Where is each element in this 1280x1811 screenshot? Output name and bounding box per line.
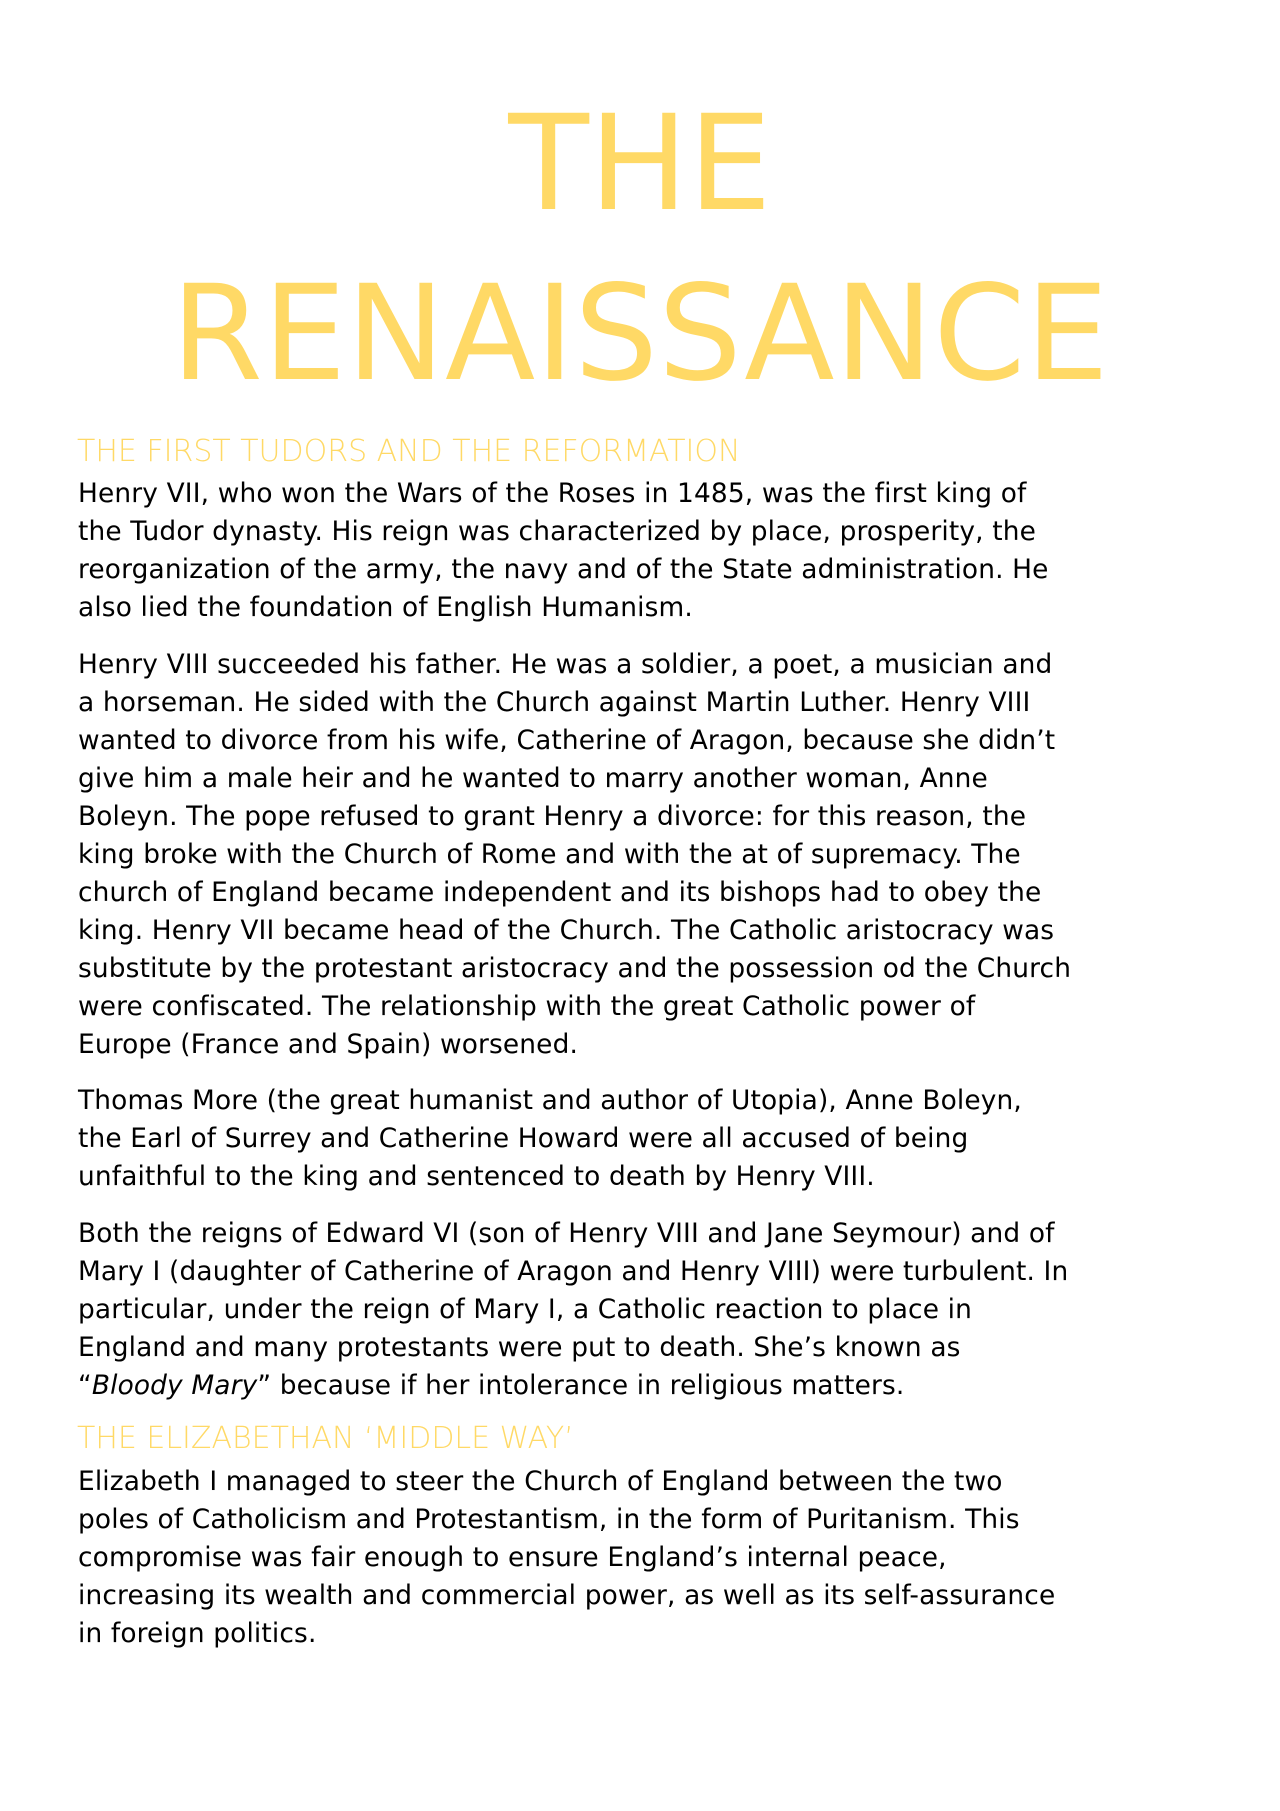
text-line: the Earl of Surrey and Catherine Howard were all accused of being <box>78 1123 969 1154</box>
text-line: unfaithful to the king and sentenced to death by Henry VIII. <box>78 1161 875 1192</box>
paragraph-edward-mary <box>78 1215 1218 1405</box>
text-line: king. Henry VII became head of the Church. The Catholic aristocracy was <box>78 915 1055 946</box>
text-line: a horseman. He sided with the Church against Martin Luther. Henry VIII <box>78 687 1031 718</box>
text-line: wanted to divorce from his wife, Catherine of Aragon, because she didn’t <box>78 725 1056 756</box>
open-quote: “ <box>78 1370 92 1401</box>
paragraph-henry-viii <box>78 646 1218 1064</box>
text-line: increasing its wealth and commercial power, as well as its self-assurance <box>78 1580 1056 1611</box>
text-line: give him a male heir and he wanted to marry another woman, Anne <box>78 763 988 794</box>
text-line-rest: ” because if her intolerance in religious matters. <box>257 1370 905 1401</box>
text-line: Europe (France and Spain) worsened. <box>78 1029 579 1060</box>
text-line: Mary I (daughter of Catherine of Aragon and Henry VIII) were turbulent. In <box>78 1256 1069 1287</box>
text-line: poles of Catholicism and Protestantism, in the form of Puritanism. This <box>78 1504 1020 1535</box>
text-line: reorganization of the army, the navy and of the State administration. He <box>78 554 1049 585</box>
bloody-mary-italic: Bloody Mary <box>91 1370 258 1401</box>
text-line: were confiscated. The relationship with the great Catholic power of <box>78 991 976 1022</box>
text-line: Henry VII, who won the Wars of the Roses in 1485, was the first king of <box>78 478 1027 509</box>
text-line: church of England became independent and its bishops had to obey the <box>78 877 1042 908</box>
section-heading-elizabethan: THE ELIZABETHAN ‘MIDDLE WAY’ <box>77 1421 574 1456</box>
text-line: substitute by the protestant aristocracy and the possession od the Church <box>78 953 1072 984</box>
text-line-bloody-mary <box>78 1367 1218 1405</box>
text-line: Both the reigns of Edward VI (son of Henry VIII and Jane Seymour) and of <box>78 1218 1055 1249</box>
text-line: particular, under the reign of Mary I, a Catholic reaction to place in <box>78 1294 972 1325</box>
text-line: compromise was fair enough to ensure England’s internal peace, <box>78 1542 947 1573</box>
paragraph-thomas-more <box>78 1082 1218 1196</box>
text-line: also lied the foundation of English Humanism. <box>78 592 693 623</box>
text-line: Boleyn. The pope refused to grant Henry a divorce: for this reason, the <box>78 801 1027 832</box>
text-line: king broke with the Church of Rome and with the at of supremacy. The <box>78 839 1021 870</box>
text-line: in foreign politics. <box>78 1618 317 1649</box>
text-line: the Tudor dynasty. His reign was characterized by place, prosperity, the <box>78 516 1036 547</box>
section-heading-first-tudors: THE FIRST TUDORS AND THE REFORMATION <box>77 434 741 469</box>
paragraph-henry-vii <box>78 475 1218 627</box>
text-line: Thomas More (the great humanist and author of Utopia), Anne Boleyn, <box>78 1085 1022 1116</box>
text-line: Elizabeth I managed to steer the Church of England between the two <box>78 1466 1003 1497</box>
document-title-line-1: THE <box>508 87 772 241</box>
document-title-line-2: RENAISSANCE <box>171 257 1109 411</box>
text-line: Henry VIII succeeded his father. He was a soldier, a poet, a musician and <box>78 649 1053 680</box>
paragraph-elizabeth <box>78 1463 1218 1653</box>
text-line: England and many protestants were put to death. She’s known as <box>78 1332 961 1363</box>
